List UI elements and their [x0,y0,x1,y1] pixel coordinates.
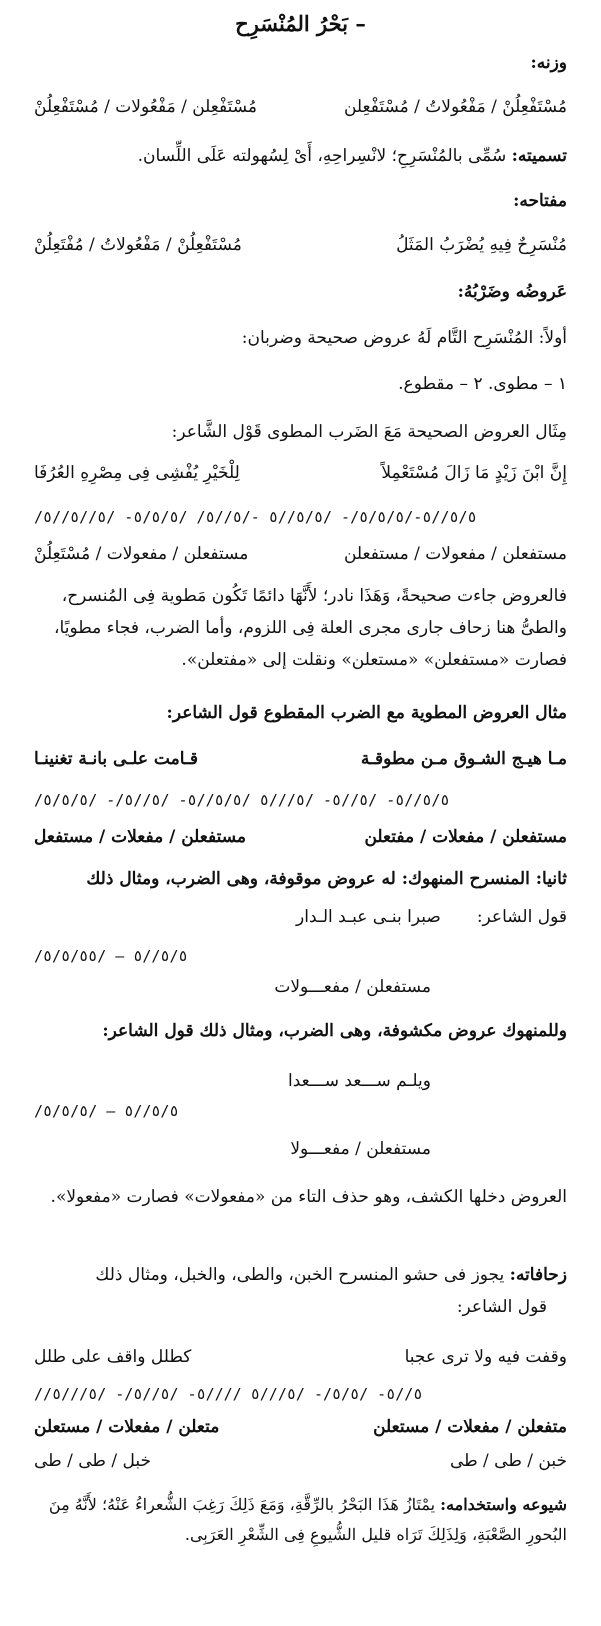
ex1-verse [34,462,567,485]
naming-text: سُمِّى بالمُنْسَرِحِ؛ لانْسِراحِهِ، أَىْ لِسُهولته عَلَى اللِّسان. [137,146,507,166]
ex1-scansion: /٥/٥//٥-/٥/٥/٥/- /٥/٥//٥ -/٥//٥/ /٥/٥/٥- /٥//٥//٥ [34,508,477,526]
first-options: ١ – مطوى. ٢ – مقطوع. [398,374,567,394]
wazn-line-left: مُسْتَفْعِلن / مَفْعُولات / مُسْتَفْعِلُنْ [34,97,258,117]
ex1-tafilat [34,543,567,566]
ex5-tafilat [34,1416,567,1439]
ex4-verse: ويلـم ســـعد ســـعدا [287,1071,431,1091]
key-line [34,234,567,257]
ex5-names-left: خبل / طى / طى [34,1451,151,1471]
ex2-scansion: /٥/٥//٥- /٥//٥- /٥///٥ /٥/٥//٥- /٥//٥/- /٥/٥/٥ [34,791,450,809]
naming-line [34,145,567,168]
usage-paragraph [20,1490,567,1550]
ex5-names-right: خبن / طى / طى [449,1451,567,1471]
zihaf-lead: قول الشاعر: [456,1297,547,1317]
key-right: مُنْسَرِحٌ فِيهِ يُضْرَبُ المَثَلُ [396,235,567,255]
ex2-tafilat [34,826,567,849]
makshuf-text: وللمنهوك عروض مكشوفة، وهى الضرب، ومثال ذلك قول الشاعر: [102,1021,567,1041]
ex3-verse: صبرا بنـى عبـد الـدار [296,907,441,927]
first-text: أولاً: المُنْسَرِح التَّام لَهُ عروض صحيحة وضربان: [241,328,567,348]
ex5-tafilat-left: متعلن / مفعلات / مستعلن [34,1417,220,1437]
ex1-verse-right: إِنَّ ابْنَ زَيْدٍ مَا زَالَ مُسْتَعْمِلاً [381,463,567,483]
arud-label: عَروضُه وضَرْبُهُ: [457,282,567,302]
ex2-tafilat-right: مستفعلن / مفعلات / مفتعلن [364,827,567,847]
usage-text: يمْتَازُ هَذَا البَحْرُ بالرِّقَّةِ، وَمَعَ ذَلِكَ رَغِبَ الشُّعراءُ عَنْهُ؛ لأَنَّهُ مِنَ البُحورِ الصَّعْبَةِ، وَلِذَلِكَ تَرَاه قليل الشُّيوعِ فِى الشِّعْرِ العَرَبِى. [48,1495,567,1544]
ex5-verse-right: وقفت فيه ولا ترى عجبا [404,1347,567,1367]
ex1-tafilat-left: مستفعلن / مفعولات / مُسْتَعِلُنْ [34,544,249,564]
ex3-verse-line [34,906,567,929]
ex3-tafilat: مستفعلن / مفعـــولات [274,977,431,997]
ex5-zihaf-names [34,1450,567,1473]
key-left: مُسْتَفْعِلُنْ / مَفْعُولاتُ / مُفْتَعِلُنْ [34,235,242,255]
ex5-verse [34,1346,567,1369]
zihaf-label: زحافاته: [509,1265,567,1285]
usage-label: شيوعه واستخدامه: [440,1495,567,1514]
ex5-scansion: //٥//٥- /٥/٥/- /٥///٥ ////٥- /٥//٥/- /٥///٥ [34,1385,423,1403]
zihaf-text: يجوز فى حشو المنسرح الخبن، والطى، والخبل، ومثال ذلك [95,1265,505,1285]
second-text: ثانيا: المنسرح المنهوك: له عروض موقوفة، وهى الضرب، ومثال ذلك [86,869,567,889]
ex4-tafilat: مستفعلن / مفعـــولا [290,1139,431,1159]
page-title: – بَحْرُ المُنْسَرِح [235,11,366,36]
kashf-paragraph: العروض دخلها الكشف، وهو حذف التاء من «مفعولات» فصارت «مفعولا». [50,1187,567,1207]
ex1-paragraph: فالعروض جاءت صحيحةً، وَهَذَا نادر؛ لأَنَّهَا دائمًا تَكُون مَطوية فِى المُنسرح، والطىُّ هنا زحاف جارى مجرى العلة فِى اللزوم، وأما الضرب، فجاء مطويًا، فصارت «مستفعلن» «مستعلن» ونقلت إلى «مفتعلن». [54,586,567,670]
wazn-line-right: مُسْتَفْعِلُنْ / مَفْعُولاتُ / مُسْتَفْعِلن [343,97,567,117]
ex1-verse-left: لِلْخَيْرِ يُفْشِى فِى مِصْرِهِ العُرُفَا [34,463,240,483]
ex2-verse-left: قـامت علـى بانـة تغنينـا [34,749,198,769]
ex3-lead: قول الشاعر: [476,907,567,927]
ex5-verse-left: كطلل واقف على طلل [34,1347,192,1367]
ex2-verse-right: مـا هيـج الشـوق مـن مطوقـة [360,749,567,769]
ex2-tafilat-left: مستفعلن / مفعلات / مستفعل [34,827,246,847]
naming-label: تسميته: [511,146,567,166]
ex3-scansion: /٥/٥//٥ – /٥/٥/٥٥ [34,947,188,965]
ex4-scansion: /٥/٥//٥ – /٥/٥/٥ [34,1102,179,1120]
ex1-tafilat-right: مستفعلن / مفعولات / مستفعلن [343,544,567,564]
ex1-intro: مِثَال العروض الصحيحة مَعَ الضَرب المطوى قَوْل الشَّاعر: [171,422,567,442]
key-label: مفتاحه: [513,191,567,211]
zihaf-line [34,1264,567,1287]
ex2-verse [34,748,567,771]
ex2-intro: مثال العروض المطوية مع الضرب المقطوع قول الشاعر: [166,703,567,723]
wazn-line [34,96,567,119]
ex5-tafilat-right: متفعلن / مفعلات / مستعلن [373,1417,567,1437]
wazn-label: وزنه: [530,53,567,73]
